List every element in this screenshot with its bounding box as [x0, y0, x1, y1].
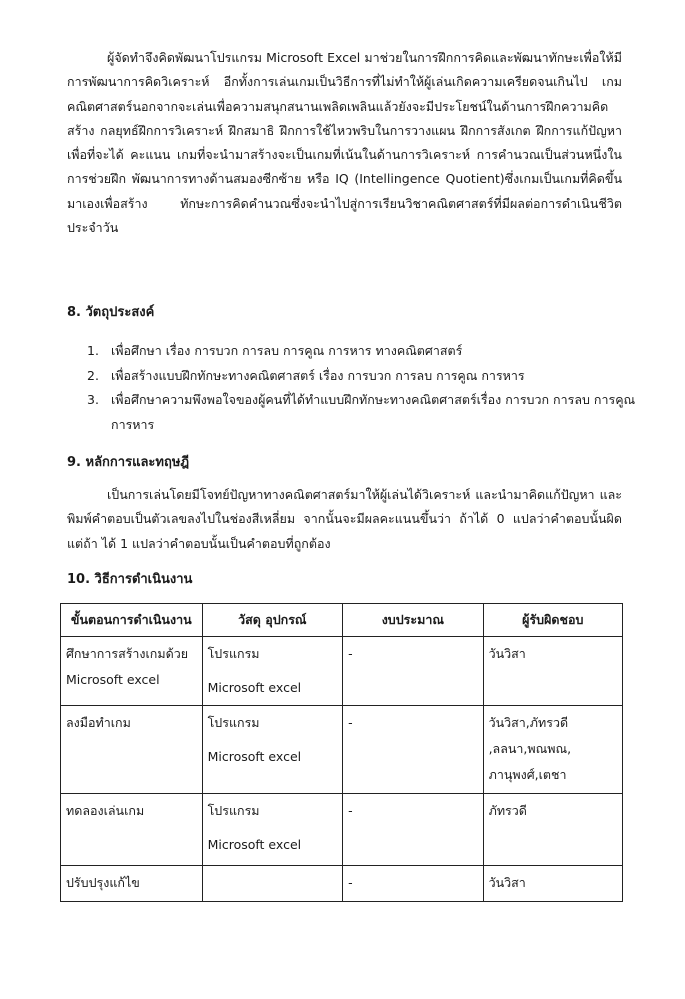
intro-line: พัฒนาการทางด้านสมองซีกซ้าย หรือ IQ (Intellingence Quotient)ซึ่งเกมเป็นเกมที่คิดขึ้นมาเองเพื่อสร้าง: [67, 171, 622, 211]
table-row: [61, 794, 623, 866]
theory-line: เป็นการเล่นโดยมีโจทย์ปัญหาทางคณิตศาสตร์มาให้ผู้เล่นได้วิเคราะห์ และนำมาคิดแก้ปัญหา และ: [107, 487, 622, 502]
section-8-heading: 8. วัตถุประสงค์: [67, 305, 155, 320]
intro-line: กลยุทธ์ฝึกการวิเคราะห์ ฝึกสมาธิ ฝึกการใช้ไหวพริบในการวางแผน ฝึกการสังเกต ฝึกการแก้ปัญหาเพื่อที่จะได้: [67, 122, 622, 163]
cell-text: วันวิสา: [488, 875, 526, 890]
list-item: [87, 339, 666, 364]
theory-paragraph: [67, 483, 622, 556]
list-item-text: การหาร: [111, 416, 155, 432]
cell-text: วันวิสา: [488, 646, 526, 661]
owner-cell: [483, 706, 622, 794]
column-header: วัสดุ อุปกรณ์: [202, 604, 343, 637]
theory-line: ได้ 1 แปลว่าคำตอบนั้นเป็นคำตอบที่ถูกต้อง: [101, 535, 331, 551]
intro-line: ผู้จัดทำจึงคิดพัฒนาโปรแกรม Microsoft Excel มาช่วยในการฝึกการคิดและพัฒนาทักษะเพื่อให้มี: [107, 50, 622, 65]
cell-text: วันวิสา,ภัทรวดี: [488, 715, 569, 730]
procedure-table: [60, 603, 623, 902]
budget-cell: -: [343, 637, 484, 706]
list-number: 3.: [87, 392, 99, 407]
owner-cell: [483, 637, 622, 706]
cell-text: โปรแกรม: [207, 803, 260, 818]
intro-paragraph: [67, 46, 622, 240]
theory-line: พิมพ์คำตอบเป็นตัวเลขลงไปในช่องสีเหลี่ยม จากนั้นจะมีผลคะแนนขึ้นว่า ถ้าได้ 0 แปลว่าคำตอบนั้นผิด แต่ถ้า: [67, 511, 622, 551]
objectives-list: [67, 339, 666, 437]
budget-cell: -: [343, 794, 484, 866]
table-header-row: [61, 604, 623, 637]
owner-cell: [483, 866, 622, 902]
list-item-text: เพื่อศึกษา เรื่อง การบวก การลบ การคูณ การหาร ทางคณิตศาสตร์: [111, 343, 463, 358]
list-item-text: เพื่อสร้างแบบฝึกทักษะทางคณิตศาสตร์ เรื่อง การบวก การลบ การคูณ การหาร: [111, 367, 525, 383]
cell-text: ,ลลนา,พณพณ,: [488, 741, 572, 756]
table-row: [61, 637, 623, 706]
table-row: [61, 706, 623, 794]
list-number: 1.: [87, 343, 99, 358]
step-cell: [61, 866, 203, 902]
cell-text: Microsoft excel: [66, 672, 160, 687]
material-cell: [202, 866, 343, 902]
section-10-heading: 10. วิธีการดำเนินงาน: [67, 572, 193, 587]
material-cell: [202, 637, 343, 706]
cell-text: โปรแกรม: [207, 646, 260, 661]
list-number: 2.: [87, 367, 99, 383]
table-row: [61, 866, 623, 902]
list-item: [87, 388, 666, 437]
step-cell: [61, 794, 203, 866]
cell-text: ศึกษาการสร้างเกมด้วย: [66, 646, 189, 661]
material-cell: [202, 794, 343, 866]
intro-line: คะแนน เกมที่จะนำมาสร้างจะเป็นเกมที่เน้นในด้านการวิเคราะห์ การคำนวณเป็นส่วนหนึ่งในการช่วยฝึก: [67, 147, 622, 187]
list-item-text: เพื่อศึกษาความพึงพอใจของผู้คนที่ได้ทำแบบฝึกทักษะทางคณิตศาสตร์เรื่อง การบวก การลบ การคูณ: [111, 392, 636, 407]
cell-text: Microsoft excel: [207, 749, 302, 764]
cell-text: Microsoft excel: [207, 680, 302, 695]
section-9-heading: 9. หลักการและทฤษฎี: [67, 455, 190, 470]
intro-line: ทักษะการคิดคำนวณซึ่งจะนำไปสู่การเรียนวิชาคณิตศาสตร์ที่มีผลต่อการดำเนินชีวิตประจำวัน: [67, 195, 622, 236]
cell-text: โปรแกรม: [207, 715, 260, 730]
cell-text: ปรับปรุงแก้ไข: [66, 875, 140, 890]
material-cell: [202, 706, 343, 794]
cell-text: ภานุพงศ์,เตชา: [488, 767, 567, 782]
cell-text: ภัทรวดี: [488, 803, 527, 818]
budget-cell: -: [343, 866, 484, 902]
column-header: ขั้นตอนการดำเนินงาน: [61, 604, 203, 637]
owner-cell: [483, 794, 622, 866]
cell-text: ทดลองเล่นเกม: [66, 803, 145, 818]
intro-line: การพัฒนาการคิดวิเคราะห์ อีกทั้งการเล่นเกมเป็นวิธีการที่ไม่ทำให้ผู้เล่นเกิดความเครียดจนเกินไป เกม: [67, 74, 622, 90]
cell-text: ลงมือทำเกม: [66, 715, 131, 730]
step-cell: [61, 637, 203, 706]
intro-line: คณิตศาสตร์นอกจากจะเล่นเพื่อความสนุกสนานเพลิดเพลินแล้วยังจะมีประโยชน์ในด้านการฝึกความคิดสร้าง: [67, 98, 609, 138]
column-header: ผู้รับผิดชอบ: [483, 604, 622, 637]
list-item: [87, 364, 666, 389]
budget-cell: -: [343, 706, 484, 794]
column-header: งบประมาณ: [343, 604, 484, 637]
cell-text: Microsoft excel: [207, 837, 302, 852]
step-cell: [61, 706, 203, 794]
